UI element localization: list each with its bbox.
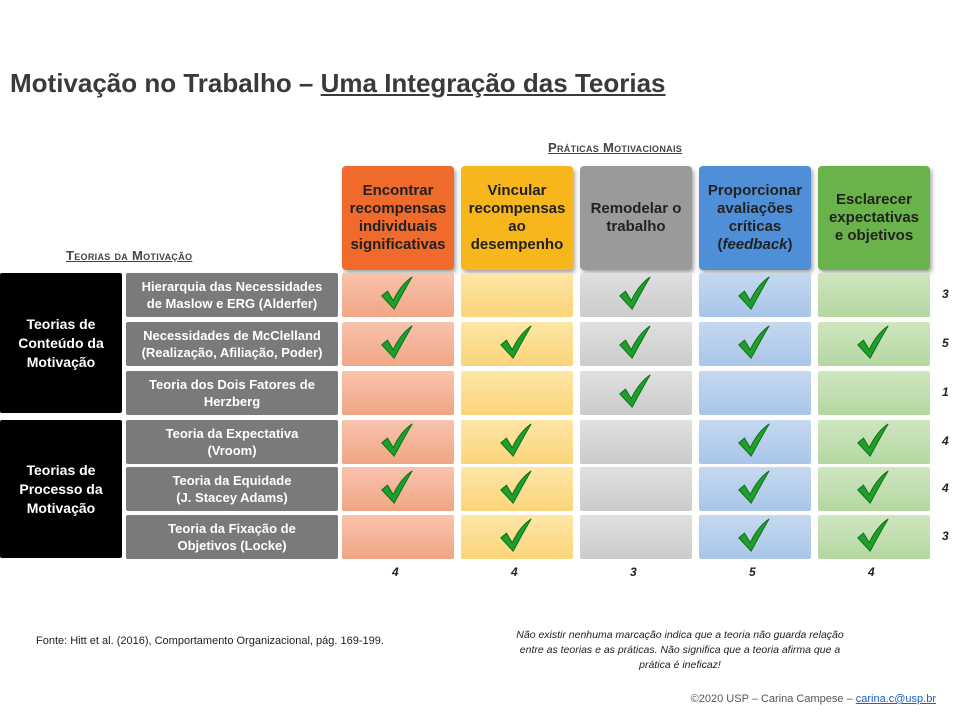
- title-rule: [10, 100, 820, 101]
- title-prefix: Motivação no Trabalho –: [10, 68, 321, 98]
- text-line: recompensas: [349, 200, 447, 217]
- check-icon: [497, 324, 535, 362]
- practice-header-3: [699, 166, 811, 270]
- check-icon: [854, 422, 892, 460]
- check-mark: [854, 324, 892, 367]
- source-text: Fonte: Hitt et al. (2016), Comportamento Organizacional, pág. 169-199.: [36, 635, 384, 647]
- text-line: trabalho: [606, 218, 666, 235]
- matrix-cell: [699, 467, 811, 511]
- text-line: de Maslow e ERG (Alderfer): [146, 296, 318, 311]
- category-label: [19, 461, 102, 518]
- check-mark: [497, 517, 535, 560]
- practice-header-4: [818, 166, 930, 270]
- theory-label: [142, 278, 323, 312]
- matrix-cell: [461, 273, 573, 317]
- theory-row-header-0: [126, 273, 338, 317]
- check-icon: [616, 324, 654, 362]
- check-icon: [735, 275, 773, 313]
- practice-label: [469, 182, 566, 254]
- text-line: Vincular: [487, 182, 547, 199]
- note-line: prática é ineficaz!: [639, 659, 721, 671]
- check-mark: [616, 373, 654, 416]
- text-line: Teoria dos Dois Fatores de: [149, 377, 315, 392]
- row-count: 3: [942, 287, 949, 301]
- check-icon: [378, 324, 416, 362]
- check-icon: [735, 517, 773, 555]
- matrix-cell: [818, 322, 930, 366]
- theory-row-header-4: [126, 467, 338, 511]
- check-mark: [497, 324, 535, 367]
- practice-label: [591, 200, 682, 236]
- category-0: [0, 273, 122, 413]
- check-mark: [735, 469, 773, 512]
- column-count: 4: [392, 565, 399, 579]
- text-line: críticas: [728, 218, 782, 235]
- check-icon: [378, 469, 416, 507]
- text-line: Encontrar: [362, 182, 434, 199]
- text-line: significativas: [350, 236, 446, 253]
- practice-label: [829, 191, 919, 245]
- theory-label: [149, 376, 315, 410]
- matrix-cell: [461, 371, 573, 415]
- check-mark: [854, 422, 892, 465]
- matrix-cell: [818, 371, 930, 415]
- text-line: (J. Stacey Adams): [176, 490, 288, 505]
- check-icon: [616, 373, 654, 411]
- practice-header-2: [580, 166, 692, 270]
- text-line: Conteúdo da: [18, 334, 104, 351]
- check-mark: [378, 469, 416, 512]
- check-icon: [497, 469, 535, 507]
- column-count: 5: [749, 565, 756, 579]
- check-icon: [497, 517, 535, 555]
- text-line: Processo da: [19, 480, 103, 497]
- row-count: 4: [942, 481, 949, 495]
- text-line: Teoria da Expectativa: [165, 426, 299, 441]
- check-icon: [378, 275, 416, 313]
- check-mark: [735, 275, 773, 318]
- page-title: [10, 68, 666, 99]
- text-line: Necessidades de McClelland: [143, 328, 321, 343]
- check-mark: [378, 422, 416, 465]
- matrix-cell: [461, 467, 573, 511]
- column-count: 4: [511, 565, 518, 579]
- theory-row-header-2: [126, 371, 338, 415]
- check-icon: [854, 469, 892, 507]
- check-icon: [616, 275, 654, 313]
- matrix-cell: [342, 322, 454, 366]
- text-line: expectativas: [828, 209, 920, 226]
- note-line: entre as teorias e as práticas. Não significa que a teoria afirma que a: [519, 644, 841, 656]
- matrix-cell: [461, 322, 573, 366]
- check-icon: [735, 469, 773, 507]
- note-text: [470, 628, 890, 673]
- theory-label: [168, 520, 296, 554]
- title-underlined: Uma Integração das Teorias: [320, 68, 666, 98]
- check-icon: [735, 324, 773, 362]
- matrix-cell: [699, 322, 811, 366]
- matrix-cell: [818, 273, 930, 317]
- theory-row-header-5: [126, 515, 338, 559]
- text-line: Hierarquia das Necessidades: [141, 279, 323, 294]
- practice-label: [708, 182, 802, 254]
- text-line: Teorias de: [26, 315, 96, 332]
- text-line: (Realização, Afiliação, Poder): [141, 345, 323, 360]
- text-line: Motivação: [26, 499, 96, 516]
- check-mark: [735, 422, 773, 465]
- check-icon: [854, 517, 892, 555]
- email-link[interactable]: carina.c@usp.br: [855, 693, 936, 705]
- text-line: Remodelar o: [590, 200, 682, 217]
- matrix-cell: [461, 515, 573, 559]
- copyright: [691, 693, 936, 705]
- check-mark: [854, 517, 892, 560]
- text-line: Proporcionar: [707, 182, 803, 199]
- category-1: [0, 420, 122, 558]
- matrix-cell: [580, 467, 692, 511]
- matrix-cell: [342, 371, 454, 415]
- theories-heading: Teorias da Motivação: [66, 248, 193, 263]
- text-line: Objetivos (Locke): [177, 538, 287, 553]
- column-count: 3: [630, 565, 637, 579]
- text-line: e objetivos: [834, 227, 914, 244]
- text-line: individuais: [358, 218, 438, 235]
- text-line: Teoria da Equidade: [172, 473, 292, 488]
- theory-row-header-1: [126, 322, 338, 366]
- text-line: Motivação: [26, 353, 96, 370]
- row-count: 5: [942, 336, 949, 350]
- row-count: 1: [942, 385, 949, 399]
- check-mark: [616, 324, 654, 367]
- category-label: [18, 315, 104, 372]
- matrix-cell: [580, 273, 692, 317]
- row-count: 4: [942, 434, 949, 448]
- matrix-cell: [461, 420, 573, 464]
- matrix-cell: [580, 420, 692, 464]
- note-line: Não existir nenhuma marcação indica que a teoria não guarda relação: [516, 629, 844, 641]
- practice-header-0: [342, 166, 454, 270]
- text-line: Herzberg: [203, 394, 261, 409]
- practice-label: [350, 182, 447, 254]
- column-count: 4: [868, 565, 875, 579]
- check-icon: [854, 324, 892, 362]
- matrix-cell: [342, 273, 454, 317]
- theory-label: [166, 425, 299, 459]
- matrix-cell: [699, 273, 811, 317]
- check-mark: [616, 275, 654, 318]
- check-mark: [497, 469, 535, 512]
- matrix-cell: [342, 420, 454, 464]
- practice-header-1: [461, 166, 573, 270]
- text-line: (Vroom): [207, 443, 257, 458]
- matrix-cell: [342, 467, 454, 511]
- text-line: desempenho: [470, 236, 564, 253]
- check-mark: [854, 469, 892, 512]
- text-line: ao: [508, 218, 526, 235]
- matrix-cell: [580, 322, 692, 366]
- text-line: Teorias de: [26, 461, 96, 478]
- matrix-cell: [818, 420, 930, 464]
- check-icon: [497, 422, 535, 460]
- check-mark: [735, 517, 773, 560]
- matrix-cell: [818, 515, 930, 559]
- matrix-cell: [342, 515, 454, 559]
- check-mark: [378, 324, 416, 367]
- theory-row-header-3: [126, 420, 338, 464]
- copyright-text: ©2020 USP – Carina Campese –: [690, 693, 856, 705]
- check-mark: [735, 324, 773, 367]
- matrix-cell: [699, 420, 811, 464]
- matrix-cell: [580, 515, 692, 559]
- matrix-cell: [580, 371, 692, 415]
- theory-label: [173, 472, 292, 506]
- text-line: Esclarecer: [836, 191, 912, 208]
- text-line: (feedback): [717, 236, 793, 253]
- check-icon: [735, 422, 773, 460]
- text-line: Teoria da Fixação de: [168, 521, 296, 536]
- check-mark: [497, 422, 535, 465]
- row-count: 3: [942, 529, 949, 543]
- check-mark: [378, 275, 416, 318]
- text-line: avaliações: [717, 200, 793, 217]
- matrix-cell: [818, 467, 930, 511]
- practices-heading: Práticas Motivacionais: [548, 140, 683, 155]
- check-icon: [378, 422, 416, 460]
- theory-label: [142, 327, 323, 361]
- text-line: recompensas: [468, 200, 566, 217]
- matrix-cell: [699, 515, 811, 559]
- matrix-cell: [699, 371, 811, 415]
